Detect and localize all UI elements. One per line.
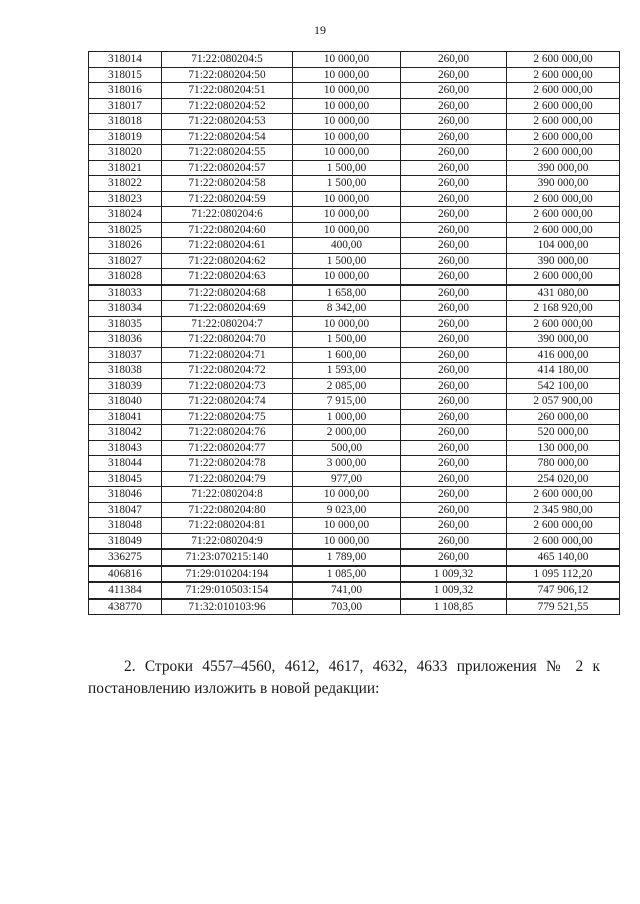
cadastral-number-cell: 71:22:080204:68 (162, 285, 293, 301)
cadastral-number-cell: 71:22:080204:57 (162, 160, 293, 176)
table-row (89, 301, 620, 317)
cadastral-value-cell: 2 600 000,00 (507, 222, 620, 238)
object-id-cell: 318019 (89, 129, 162, 145)
cadastral-number-cell: 71:23:070215:140 (162, 549, 293, 566)
cadastral-value-cell: 2 057 900,00 (507, 394, 620, 410)
cadastral-value-cell: 2 600 000,00 (507, 67, 620, 83)
cadastral-number-cell: 71:29:010503:154 (162, 582, 293, 599)
specific-value-cell: 1 009,32 (401, 566, 507, 583)
cadastral-value-cell: 542 100,00 (507, 378, 620, 394)
cadastral-value-cell: 2 600 000,00 (507, 114, 620, 130)
area-cell: 10 000,00 (293, 98, 401, 114)
object-id-cell: 318046 (89, 487, 162, 503)
cadastral-number-cell: 71:22:080204:54 (162, 129, 293, 145)
specific-value-cell: 260,00 (401, 253, 507, 269)
cadastral-number-cell: 71:22:080204:60 (162, 222, 293, 238)
object-id-cell: 318024 (89, 207, 162, 223)
area-cell: 8 342,00 (293, 301, 401, 317)
table-row (89, 160, 620, 176)
area-cell: 500,00 (293, 440, 401, 456)
object-id-cell: 318027 (89, 253, 162, 269)
cadastral-value-cell: 779 521,55 (507, 599, 620, 615)
table-row (89, 347, 620, 363)
cadastral-value-cell: 390 000,00 (507, 332, 620, 348)
cadastral-value-cell: 1 095 112,20 (507, 566, 620, 583)
cadastral-value-cell: 2 600 000,00 (507, 191, 620, 207)
cadastral-value-cell: 2 600 000,00 (507, 129, 620, 145)
cadastral-value-table (88, 51, 620, 615)
area-cell: 400,00 (293, 238, 401, 254)
cadastral-number-cell: 71:22:080204:59 (162, 191, 293, 207)
specific-value-cell: 260,00 (401, 332, 507, 348)
cadastral-value-cell: 130 000,00 (507, 440, 620, 456)
table-row (89, 518, 620, 534)
object-id-cell: 318036 (89, 332, 162, 348)
area-cell: 1 658,00 (293, 285, 401, 301)
cadastral-value-cell: 254 020,00 (507, 471, 620, 487)
cadastral-value-cell: 2 600 000,00 (507, 145, 620, 161)
cadastral-number-cell: 71:22:080204:52 (162, 98, 293, 114)
area-cell: 1 000,00 (293, 409, 401, 425)
cadastral-number-cell: 71:22:080204:72 (162, 363, 293, 379)
table-row (89, 129, 620, 145)
area-cell: 2 000,00 (293, 425, 401, 441)
table-row (89, 316, 620, 332)
object-id-cell: 318018 (89, 114, 162, 130)
area-cell: 977,00 (293, 471, 401, 487)
area-cell: 3 000,00 (293, 456, 401, 472)
cadastral-number-cell: 71:22:080204:71 (162, 347, 293, 363)
specific-value-cell: 260,00 (401, 285, 507, 301)
area-cell: 10 000,00 (293, 269, 401, 285)
cadastral-number-cell: 71:22:080204:63 (162, 269, 293, 285)
table-row (89, 378, 620, 394)
cadastral-number-cell: 71:22:080204:61 (162, 238, 293, 254)
area-cell: 1 500,00 (293, 332, 401, 348)
table-row (89, 502, 620, 518)
cadastral-value-cell: 520 000,00 (507, 425, 620, 441)
cadastral-number-cell: 71:22:080204:76 (162, 425, 293, 441)
specific-value-cell: 260,00 (401, 98, 507, 114)
object-id-cell: 318039 (89, 378, 162, 394)
specific-value-cell: 260,00 (401, 533, 507, 549)
specific-value-cell: 260,00 (401, 67, 507, 83)
area-cell: 7 915,00 (293, 394, 401, 410)
object-id-cell: 318034 (89, 301, 162, 317)
table-row (89, 456, 620, 472)
specific-value-cell: 260,00 (401, 502, 507, 518)
cadastral-number-cell: 71:22:080204:70 (162, 332, 293, 348)
object-id-cell: 318048 (89, 518, 162, 534)
area-cell: 1 500,00 (293, 253, 401, 269)
specific-value-cell: 260,00 (401, 487, 507, 503)
specific-value-cell: 260,00 (401, 456, 507, 472)
specific-value-cell: 260,00 (401, 207, 507, 223)
specific-value-cell: 260,00 (401, 83, 507, 99)
table-body (89, 52, 620, 615)
area-cell: 10 000,00 (293, 518, 401, 534)
object-id-cell: 318016 (89, 83, 162, 99)
object-id-cell: 318023 (89, 191, 162, 207)
area-cell: 1 593,00 (293, 363, 401, 379)
area-cell: 1 789,00 (293, 549, 401, 566)
cadastral-number-cell: 71:22:080204:74 (162, 394, 293, 410)
cadastral-value-cell: 390 000,00 (507, 176, 620, 192)
cadastral-number-cell: 71:22:080204:73 (162, 378, 293, 394)
specific-value-cell: 260,00 (401, 222, 507, 238)
cadastral-value-cell: 780 000,00 (507, 456, 620, 472)
area-cell: 10 000,00 (293, 52, 401, 68)
cadastral-number-cell: 71:22:080204:79 (162, 471, 293, 487)
table-row (89, 269, 620, 285)
cadastral-value-cell: 2 168 920,00 (507, 301, 620, 317)
cadastral-number-cell: 71:22:080204:75 (162, 409, 293, 425)
specific-value-cell: 260,00 (401, 363, 507, 379)
object-id-cell: 438770 (89, 599, 162, 615)
area-cell: 10 000,00 (293, 191, 401, 207)
table-row (89, 425, 620, 441)
cadastral-number-cell: 71:22:080204:7 (162, 316, 293, 332)
specific-value-cell: 260,00 (401, 316, 507, 332)
area-cell: 10 000,00 (293, 207, 401, 223)
cadastral-number-cell: 71:22:080204:8 (162, 487, 293, 503)
table-row (89, 145, 620, 161)
table-row (89, 363, 620, 379)
area-cell: 10 000,00 (293, 222, 401, 238)
cadastral-value-cell: 260 000,00 (507, 409, 620, 425)
object-id-cell: 318014 (89, 52, 162, 68)
cadastral-value-cell: 2 600 000,00 (507, 316, 620, 332)
specific-value-cell: 260,00 (401, 114, 507, 130)
table-row (89, 207, 620, 223)
table-row (89, 222, 620, 238)
object-id-cell: 318047 (89, 502, 162, 518)
table-row (89, 83, 620, 99)
specific-value-cell: 260,00 (401, 425, 507, 441)
cadastral-number-cell: 71:29:010204:194 (162, 566, 293, 583)
cadastral-value-cell: 431 080,00 (507, 285, 620, 301)
object-id-cell: 318026 (89, 238, 162, 254)
cadastral-number-cell: 71:22:080204:53 (162, 114, 293, 130)
object-id-cell: 318043 (89, 440, 162, 456)
specific-value-cell: 260,00 (401, 145, 507, 161)
amendment-paragraph (88, 656, 600, 700)
cadastral-value-cell: 2 600 000,00 (507, 518, 620, 534)
table-row (89, 332, 620, 348)
specific-value-cell: 1 009,32 (401, 582, 507, 599)
object-id-cell: 318017 (89, 98, 162, 114)
area-cell: 10 000,00 (293, 114, 401, 130)
object-id-cell: 318040 (89, 394, 162, 410)
table-row (89, 471, 620, 487)
specific-value-cell: 260,00 (401, 129, 507, 145)
cadastral-value-cell: 104 000,00 (507, 238, 620, 254)
cadastral-value-cell: 2 600 000,00 (507, 98, 620, 114)
cadastral-value-cell: 2 600 000,00 (507, 83, 620, 99)
cadastral-value-cell: 390 000,00 (507, 160, 620, 176)
table-row (89, 582, 620, 599)
cadastral-number-cell: 71:22:080204:80 (162, 502, 293, 518)
cadastral-value-cell: 465 140,00 (507, 549, 620, 566)
table-row (89, 394, 620, 410)
area-cell: 1 085,00 (293, 566, 401, 583)
specific-value-cell: 260,00 (401, 52, 507, 68)
area-cell: 703,00 (293, 599, 401, 615)
object-id-cell: 318045 (89, 471, 162, 487)
object-id-cell: 318037 (89, 347, 162, 363)
table-row (89, 52, 620, 68)
area-cell: 10 000,00 (293, 129, 401, 145)
cadastral-value-cell: 416 000,00 (507, 347, 620, 363)
object-id-cell: 411384 (89, 582, 162, 599)
specific-value-cell: 260,00 (401, 160, 507, 176)
area-cell: 1 600,00 (293, 347, 401, 363)
area-cell: 2 085,00 (293, 378, 401, 394)
cadastral-value-cell: 2 600 000,00 (507, 207, 620, 223)
area-cell: 741,00 (293, 582, 401, 599)
cadastral-table-container (88, 51, 598, 615)
object-id-cell: 318015 (89, 67, 162, 83)
specific-value-cell: 260,00 (401, 440, 507, 456)
page-number: 19 (314, 23, 326, 37)
area-cell: 10 000,00 (293, 316, 401, 332)
cadastral-value-cell: 2 600 000,00 (507, 269, 620, 285)
table-row (89, 533, 620, 549)
cadastral-number-cell: 71:22:080204:62 (162, 253, 293, 269)
table-row (89, 409, 620, 425)
table-row (89, 487, 620, 503)
cadastral-value-cell: 747 906,12 (507, 582, 620, 599)
specific-value-cell: 260,00 (401, 301, 507, 317)
table-row (89, 253, 620, 269)
area-cell: 10 000,00 (293, 67, 401, 83)
area-cell: 10 000,00 (293, 145, 401, 161)
cadastral-value-cell: 414 180,00 (507, 363, 620, 379)
cadastral-value-cell: 2 600 000,00 (507, 52, 620, 68)
object-id-cell: 318035 (89, 316, 162, 332)
area-cell: 10 000,00 (293, 83, 401, 99)
area-cell: 1 500,00 (293, 176, 401, 192)
cadastral-number-cell: 71:22:080204:50 (162, 67, 293, 83)
specific-value-cell: 260,00 (401, 238, 507, 254)
specific-value-cell: 260,00 (401, 347, 507, 363)
object-id-cell: 318044 (89, 456, 162, 472)
cadastral-value-cell: 2 345 980,00 (507, 502, 620, 518)
cadastral-number-cell: 71:22:080204:77 (162, 440, 293, 456)
cadastral-number-cell: 71:22:080204:55 (162, 145, 293, 161)
object-id-cell: 406816 (89, 566, 162, 583)
table-row (89, 566, 620, 583)
specific-value-cell: 260,00 (401, 518, 507, 534)
table-row (89, 549, 620, 566)
area-cell: 9 023,00 (293, 502, 401, 518)
table-row (89, 176, 620, 192)
cadastral-number-cell: 71:22:080204:58 (162, 176, 293, 192)
specific-value-cell: 1 108,85 (401, 599, 507, 615)
cadastral-value-cell: 2 600 000,00 (507, 533, 620, 549)
area-cell: 10 000,00 (293, 487, 401, 503)
object-id-cell: 318022 (89, 176, 162, 192)
table-row (89, 285, 620, 301)
specific-value-cell: 260,00 (401, 378, 507, 394)
object-id-cell: 318025 (89, 222, 162, 238)
specific-value-cell: 260,00 (401, 471, 507, 487)
specific-value-cell: 260,00 (401, 269, 507, 285)
cadastral-number-cell: 71:22:080204:81 (162, 518, 293, 534)
area-cell: 10 000,00 (293, 533, 401, 549)
cadastral-number-cell: 71:22:080204:5 (162, 52, 293, 68)
table-row (89, 191, 620, 207)
cadastral-value-cell: 390 000,00 (507, 253, 620, 269)
cadastral-number-cell: 71:22:080204:69 (162, 301, 293, 317)
object-id-cell: 318020 (89, 145, 162, 161)
cadastral-number-cell: 71:32:010103:96 (162, 599, 293, 615)
object-id-cell: 318041 (89, 409, 162, 425)
object-id-cell: 318038 (89, 363, 162, 379)
area-cell: 1 500,00 (293, 160, 401, 176)
cadastral-number-cell: 71:22:080204:51 (162, 83, 293, 99)
cadastral-number-cell: 71:22:080204:6 (162, 207, 293, 223)
table-row (89, 238, 620, 254)
table-row (89, 599, 620, 615)
specific-value-cell: 260,00 (401, 409, 507, 425)
specific-value-cell: 260,00 (401, 176, 507, 192)
object-id-cell: 318042 (89, 425, 162, 441)
specific-value-cell: 260,00 (401, 394, 507, 410)
table-row (89, 67, 620, 83)
specific-value-cell: 260,00 (401, 549, 507, 566)
cadastral-value-cell: 2 600 000,00 (507, 487, 620, 503)
object-id-cell: 318049 (89, 533, 162, 549)
object-id-cell: 336275 (89, 549, 162, 566)
table-row (89, 114, 620, 130)
object-id-cell: 318028 (89, 269, 162, 285)
cadastral-number-cell: 71:22:080204:9 (162, 533, 293, 549)
object-id-cell: 318033 (89, 285, 162, 301)
amendment-text: 2. Строки 4557–4560, 4612, 4617, 4632, 4633 приложения № 2 к постановлению изложить в новой редакции: (88, 658, 600, 697)
cadastral-number-cell: 71:22:080204:78 (162, 456, 293, 472)
specific-value-cell: 260,00 (401, 191, 507, 207)
object-id-cell: 318021 (89, 160, 162, 176)
table-row (89, 98, 620, 114)
table-row (89, 440, 620, 456)
